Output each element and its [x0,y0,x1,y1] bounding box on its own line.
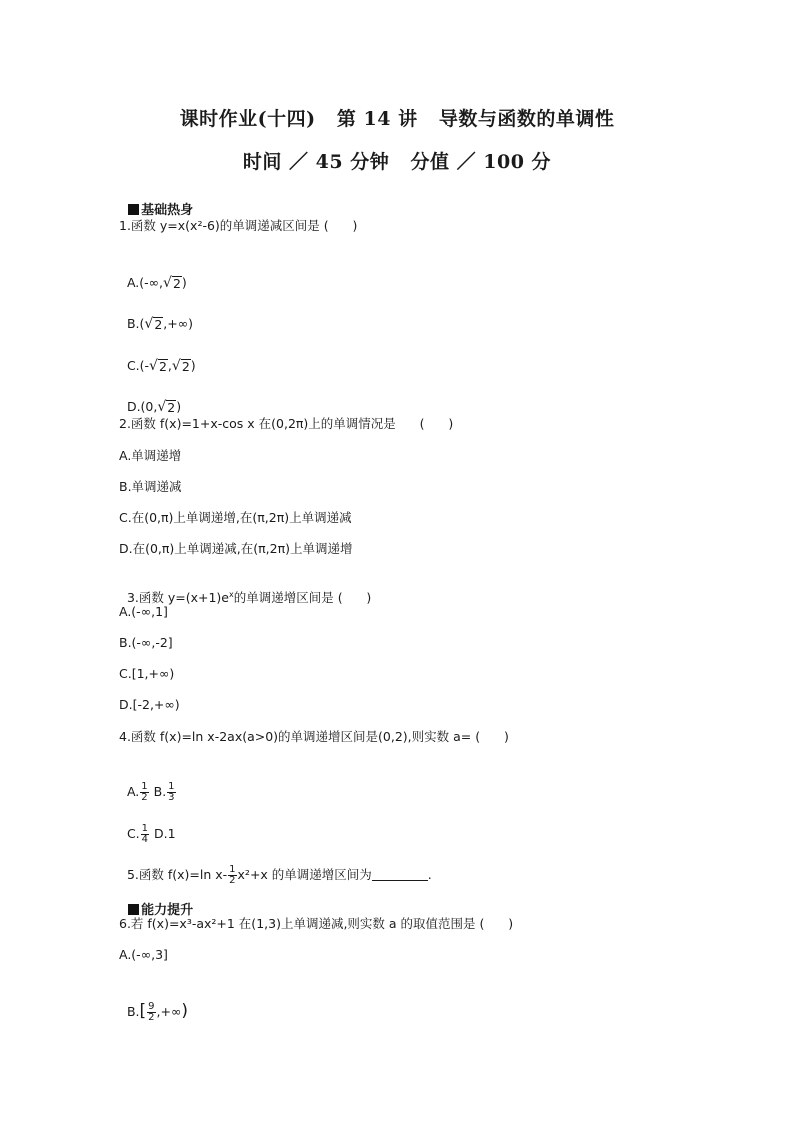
question-2-option-d: D.在(0,π)上单调递减,在(π,2π)上单调递增 [119,541,353,556]
square-bullet-icon [128,904,139,915]
section-heading-advanced: 能力提升 [119,884,193,920]
question-2-option-c: C.在(0,π)上单调递增,在(π,2π)上单调递减 [119,510,352,525]
fraction: $\frac{9}{2}$ [148,1001,155,1023]
question-1-option-d: D.(0, √ 2 ) [126,399,182,415]
question-3-option-d: D.[-2,+∞) [119,697,180,712]
question-1-option-a: A.(-∞, √ 2 ) [126,275,187,291]
question-3-option-a: A.(-∞,1] [119,604,168,619]
sqrt-symbol: √ 2 [171,358,190,374]
fraction: $\frac{1}{2}$ [229,864,236,886]
answer-blank [372,868,428,881]
sqrt-symbol: √ 2 [163,275,181,291]
question-1-option-c: C.(- √ 2 , √ 2 ) [126,358,196,374]
page-subtitle: 时间 ／ 45 分钟 分值 ／ 100 分 [242,151,552,173]
page-title: 课时作业(十四) 第 14 讲 导数与函数的单调性 [179,108,615,130]
question-4-options-cd: C. $\frac{1}{4}$ D.1 [126,823,176,845]
question-2-stem: 2.函数 f(x)=1+x-cos x 在(0,2π)上的单调情况是 ( ) [119,416,454,431]
question-6-option-a: A.(-∞,3] [119,947,168,962]
question-3-option-c: C.[1,+∞) [119,666,175,681]
question-2-option-b: B.单调递减 [119,479,182,494]
question-6-stem: 6.若 f(x)=x³-ax²+1 在(1,3)上单调递减,则实数 a 的取值范围是 ( ) [119,916,514,931]
question-2-option-a: A.单调递增 [119,448,182,463]
section-heading-basic: 基础热身 [119,184,193,220]
question-5-stem: 5.函数 f(x)=ln x- $\frac{1}{2}$ x²+x 的单调递增区间为 . [126,864,432,886]
question-4-stem: 4.函数 f(x)=ln x-2ax(a>0)的单调递增区间是(0,2),则实数 a= ( ) [119,729,509,744]
sqrt-symbol: √ 2 [149,358,167,374]
question-3-option-b: B.(-∞,-2] [119,635,173,650]
sqrt-symbol: √ 2 [144,316,163,332]
question-1-option-b: B.( √ 2 ,+∞) [126,316,194,332]
question-4-options-ab: A. $\frac{1}{2}$ B. $\frac{1}{3}$ [126,781,175,803]
fraction: $\frac{1}{4}$ [141,823,149,845]
question-3-stem: 3.函数 $y=(x+1)e^x$的单调递增区间是 ( ) [126,590,372,605]
question-1-stem: 1.函数 y=x(x²-6)的单调递减区间是 ( ) [119,218,358,233]
fraction: $\frac{1}{3}$ [168,781,175,803]
sqrt-symbol: √ 2 [157,399,176,415]
fraction: $\frac{1}{2}$ [141,781,148,803]
square-bullet-icon [128,204,139,215]
question-6-option-b: B.[ $\frac{9}{2}$ ,+∞) [126,1001,189,1023]
